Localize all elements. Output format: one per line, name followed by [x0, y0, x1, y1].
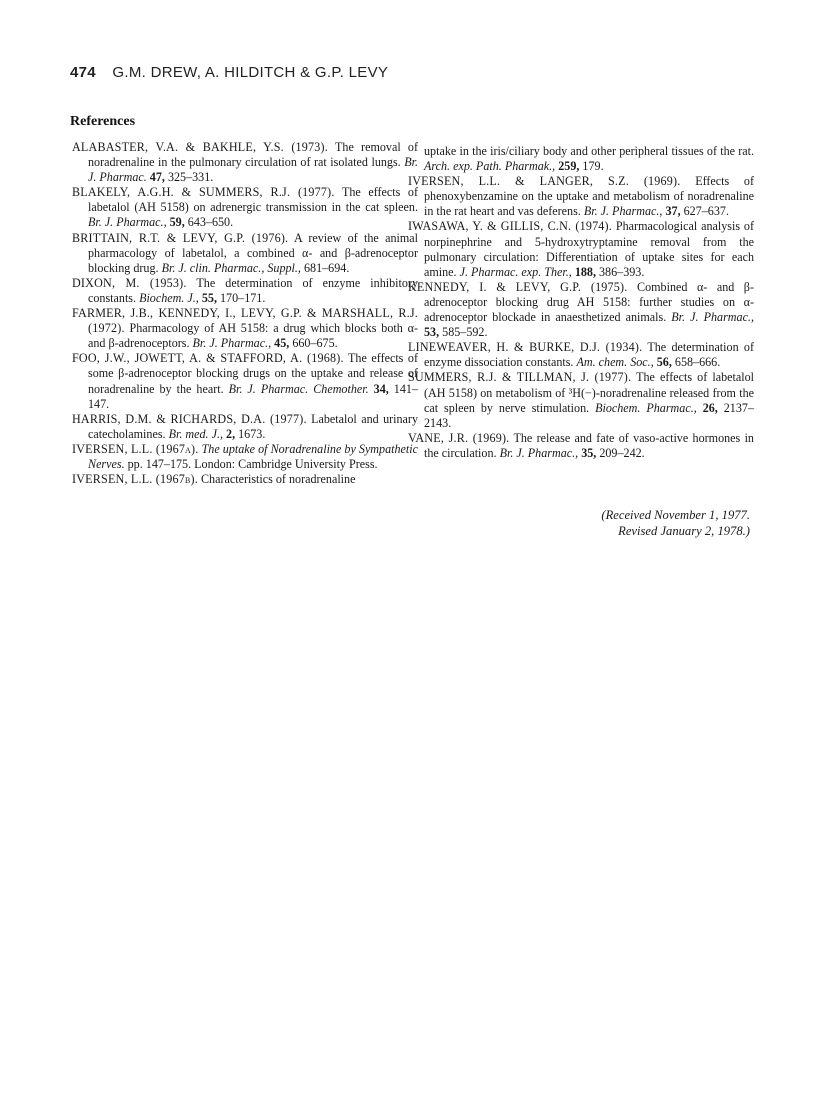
reference-volume: 37, — [662, 204, 681, 219]
right-column — [408, 144, 754, 461]
reference-journal: Biochem. Pharmac., — [595, 400, 697, 415]
reference-entry — [72, 306, 418, 351]
reference-entry — [408, 219, 754, 279]
reference-authors: FARMER, J.B., KENNEDY, I., LEVY, G.P. & MARSHALL, R.J. (1972). — [72, 306, 418, 336]
reference-entry — [408, 174, 754, 219]
reference-pages: 681–694. — [300, 260, 350, 275]
reference-authors: KENNEDY, I. & LEVY, G.P. (1975). — [408, 279, 628, 294]
reference-journal: Br. J. clin. Pharmac., Suppl., — [161, 260, 301, 275]
reference-volume: 56, — [653, 355, 672, 370]
reference-authors: ALABASTER, V.A. & BAKHLE, Y.S. (1973). — [72, 140, 328, 154]
reference-entry — [408, 340, 754, 370]
reference-text: The release and fate of vaso-active hormones in the circulation. — [424, 430, 754, 460]
reference-entry — [72, 351, 418, 411]
reference-text: The determination of enzyme inhibitory constants. — [88, 275, 418, 305]
reference-authors: LINEWEAVER, H. & BURKE, D.J. (1934). — [408, 340, 643, 355]
reference-volume: 188, — [571, 264, 596, 279]
reference-journal: Arch. exp. Path. Pharmak., — [424, 159, 556, 174]
reference-pages: 1673. — [235, 426, 266, 441]
reference-journal: Biochem. J., — [139, 290, 199, 305]
reference-authors: IVERSEN, L.L. (1967b). — [72, 472, 198, 487]
reference-journal: Br. J. Pharmac., — [671, 310, 754, 325]
received-line: (Received November 1, 1977. — [601, 508, 750, 522]
reference-entry — [72, 472, 418, 487]
reference-authors: HARRIS, D.M. & RICHARDS, D.A. (1977). — [72, 411, 307, 426]
reference-volume: 45, — [271, 336, 290, 351]
reference-volume: 55, — [198, 290, 217, 305]
reference-volume: 2, — [223, 426, 236, 441]
reference-entry — [408, 280, 754, 340]
reference-authors: BLAKELY, A.G.H. & SUMMERS, R.J. (1977). — [72, 185, 335, 200]
received-dates — [601, 507, 750, 539]
reference-entry — [72, 140, 418, 185]
reference-text: The removal of noradrenaline in the pulmonary circulation of rat isolated lungs. — [88, 140, 418, 170]
running-header — [70, 64, 388, 81]
reference-text: The determination of enzyme dissociation constants. — [424, 340, 754, 370]
reference-continuation — [408, 144, 754, 174]
reference-pages: 179. — [579, 159, 604, 174]
reference-entry — [72, 276, 418, 306]
reference-journal: The uptake of Noradrenaline by Sympathetic Nerves. — [88, 441, 418, 471]
reference-text: A review of the animal pharmacology of labetalol, a combined α- and β-adrenoceptor blocking drug. — [88, 230, 418, 275]
reference-pages: 141–147. — [88, 381, 418, 411]
left-column — [72, 140, 418, 487]
reference-authors: FOO, J.W., JOWETT, A. & STAFFORD, A. (1968). — [72, 351, 344, 366]
reference-volume: 53, — [424, 325, 440, 340]
reference-entry — [408, 370, 754, 430]
reference-volume: 35, — [578, 445, 597, 460]
reference-volume: 26, — [696, 400, 718, 415]
reference-text: Combined α- and β-adrenoceptor blocking drug AH 5158: further studies on α-adrenoceptor blockade in anaesthetized animals. — [424, 279, 754, 325]
reference-pages: 627–637. — [680, 204, 729, 219]
reference-pages: 2137–2143. — [424, 400, 754, 430]
reference-text: uptake in the iris/ciliary body and other peripheral tissues of the rat. — [424, 144, 754, 158]
reference-entry — [72, 185, 418, 230]
reference-authors: DIXON, M. (1953). — [72, 275, 187, 290]
reference-pages: 585–592. — [439, 325, 488, 340]
revised-line: Revised January 2, 1978.) — [618, 524, 750, 538]
reference-journal: Br. J. Pharmac. Chemother. — [228, 381, 369, 396]
reference-volume: 47, — [146, 170, 165, 185]
reference-authors: IVERSEN, L.L. (1967a). — [72, 441, 199, 456]
reference-authors: IVERSEN, L.L. & LANGER, S.Z. (1969). — [408, 174, 681, 189]
reference-text: Pharmacology of AH 5158: a drug which blocks both α- and β-adrenoceptors. — [88, 321, 418, 351]
reference-pages: 209–242. — [596, 445, 645, 460]
reference-text: Characteristics of noradrenaline — [197, 472, 356, 487]
reference-text: Labetalol and urinary catecholamines. — [88, 411, 418, 441]
reference-journal: Br. J. Pharmac., — [192, 336, 272, 351]
page-number: 474 — [70, 64, 96, 81]
reference-entry — [72, 412, 418, 442]
reference-pages: 170–171. — [216, 290, 266, 305]
reference-authors: BRITTAIN, R.T. & LEVY, G.P. (1976). — [72, 230, 289, 245]
reference-journal: Br. J. Pharmac., — [499, 445, 579, 460]
reference-pages: 660–675. — [289, 336, 338, 351]
reference-journal: Br. med. J., — [168, 426, 224, 441]
reference-entry — [72, 231, 418, 276]
reference-journal: Br. J. Pharmac., — [583, 204, 663, 219]
reference-journal: Br. J. Pharmac., — [88, 215, 167, 230]
reference-authors: SUMMERS, R.J. & TILLMAN, J. (1977). — [408, 370, 632, 385]
reference-pages: 658–666. — [671, 355, 721, 370]
reference-text: Effects of phenoxybenzamine on the uptake and metabolism of noradrenaline in the rat heart and vas deferens. — [424, 174, 754, 219]
reference-entry — [72, 442, 418, 472]
reference-authors: IWASAWA, Y. & GILLIS, C.N. (1974). — [408, 219, 613, 234]
reference-pages: 643–650. — [184, 215, 234, 230]
reference-text: The effects of labetalol (AH 5158) on metabolism of ³H(−)-noradrenaline released from the cat spleen by nerve stimulation. — [424, 370, 754, 415]
header-authors: G.M. DREW, A. HILDITCH & G.P. LEVY — [112, 64, 389, 81]
section-title: References — [70, 114, 136, 129]
reference-text: The effects of some β-adrenoceptor blocking drugs on the uptake and release of noradrenaline by the heart. — [88, 351, 419, 396]
reference-journal: J. Pharmac. exp. Ther., — [459, 264, 572, 279]
reference-volume: 59, — [166, 215, 185, 230]
reference-volume: 34, — [368, 381, 389, 396]
reference-authors: VANE, J.R. (1969). — [408, 430, 510, 445]
reference-pages: pp. 147–175. London: Cambridge University Press. — [124, 456, 378, 471]
reference-pages: 386–393. — [595, 264, 645, 279]
reference-volume: 259, — [555, 159, 580, 174]
reference-text: The effects of labetalol (AH 5158) on adrenergic transmission in the cat spleen. — [88, 185, 418, 215]
reference-text: Pharmacological analysis of norpinephrine and 5-hydroxytryptamine removal from the pulmonary circulation: Differentiation of uptake sites for each amine. — [424, 219, 755, 279]
reference-entry — [408, 431, 754, 461]
reference-pages: 325–331. — [164, 170, 214, 185]
reference-journal: Am. chem. Soc., — [576, 355, 654, 370]
reference-journal: Br. J. Pharmac. — [88, 155, 418, 185]
